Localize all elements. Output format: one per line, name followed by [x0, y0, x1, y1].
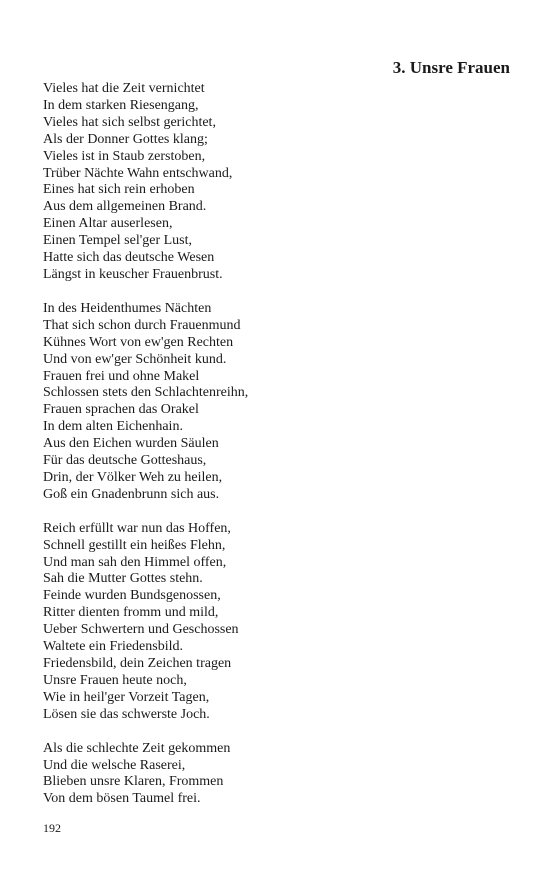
- stanza: [43, 301, 503, 504]
- verse-line: Frauen frei und ohne Makel: [43, 368, 200, 384]
- verse-line: Goß ein Gnadenbrunn sich aus.: [43, 486, 220, 502]
- verse-line: In dem starken Riesengang,: [43, 97, 199, 113]
- verse-line: Schlossen stets den Schlachtenreihn,: [43, 385, 249, 401]
- verse-line: Vieles hat die Zeit vernichtet: [43, 81, 205, 96]
- verse-line: Schnell gestillt ein heißes Flehn,: [43, 537, 226, 553]
- verse-line: Und man sah den Himmel offen,: [43, 554, 227, 570]
- verse-line: Hatte sich das deutsche Wesen: [43, 250, 215, 266]
- verse-line: In dem alten Eichenhain.: [43, 419, 183, 435]
- verse-line: Frauen sprachen das Orakel: [43, 402, 199, 418]
- verse-line: Aus den Eichen wurden Säulen: [43, 436, 219, 452]
- verse-line: Ueber Schwertern und Geschossen: [43, 622, 239, 638]
- verse-line: In des Heidenthumes Nächten: [43, 300, 212, 316]
- verse-line: Und von ew'ger Schönheit kund.: [43, 351, 227, 367]
- verse-line: Trüber Nächte Wahn entschwand,: [43, 165, 233, 181]
- verse-line: Kühnes Wort von ew'gen Rechten: [43, 334, 234, 350]
- stanza: [43, 521, 503, 724]
- verse-line: Einen Altar auserlesen,: [43, 216, 173, 232]
- verse-line: Und die welsche Raserei,: [43, 757, 186, 773]
- verse-line: Sah die Mutter Gottes stehn.: [43, 571, 203, 587]
- verse-line: Lösen sie das schwerste Joch.: [43, 706, 210, 722]
- stanza: [43, 81, 503, 284]
- poem-body: [43, 81, 503, 825]
- verse-line: Für das deutsche Gotteshaus,: [43, 453, 207, 469]
- verse-line: Reich erfüllt war nun das Hoffen,: [43, 520, 231, 536]
- verse-line: Unsre Frauen heute noch,: [43, 672, 187, 688]
- verse-line: Einen Tempel sel'ger Lust,: [43, 233, 193, 249]
- verse-line: Blieben unsre Klaren, Frommen: [43, 774, 224, 790]
- poem-title: 3. Unsre Frauen: [392, 58, 510, 77]
- verse-line: Drin, der Völker Weh zu heilen,: [43, 469, 223, 485]
- verse-line: Aus dem allgemeinen Brand.: [43, 199, 207, 215]
- stanza: [43, 741, 503, 809]
- verse-line: Vieles hat sich selbst gerichtet,: [43, 114, 216, 130]
- verse-line: Von dem bösen Taumel frei.: [43, 791, 201, 807]
- verse-line: Längst in keuscher Frauenbrust.: [43, 266, 223, 282]
- verse-line: Feinde wurden Bundsgenossen,: [43, 588, 221, 604]
- verse-line: Vieles ist in Staub zerstoben,: [43, 148, 206, 164]
- verse-line: Als die schlechte Zeit gekommen: [43, 740, 231, 756]
- verse-line: Waltete ein Friedensbild.: [43, 639, 183, 655]
- verse-line: Als der Donner Gottes klang;: [43, 131, 208, 147]
- verse-line: Ritter dienten fromm und mild,: [43, 605, 219, 621]
- verse-line: Wie in heil'ger Vorzeit Tagen,: [43, 689, 210, 705]
- verse-line: Eines hat sich rein erhoben: [43, 182, 195, 198]
- page-number: 192: [43, 821, 61, 835]
- verse-line: That sich schon durch Frauenmund: [43, 317, 241, 333]
- verse-line: Friedensbild, dein Zeichen tragen: [43, 656, 232, 671]
